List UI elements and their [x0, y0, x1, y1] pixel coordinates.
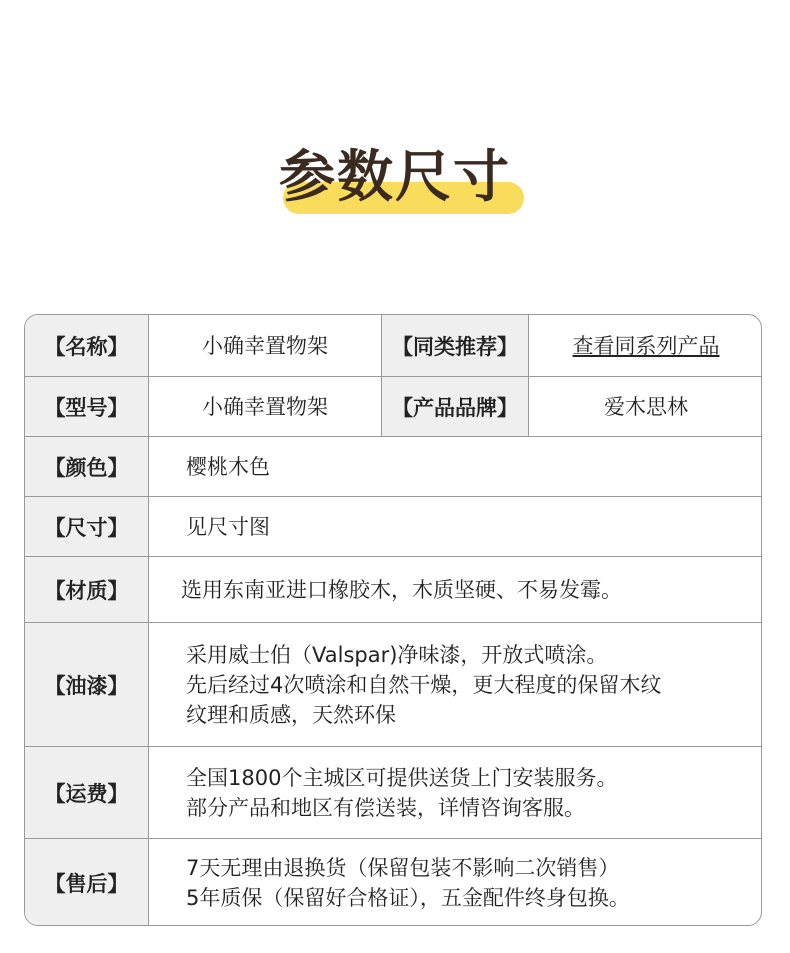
aftersale-label: 【售后】: [25, 839, 149, 926]
shipping-line-1: 全国1800个主城区可提供送货上门安装服务。: [186, 765, 618, 790]
spec-row-size: [25, 496, 762, 556]
spec-row-material: [25, 556, 762, 622]
brand-label: 【产品品牌】: [381, 377, 529, 436]
spec-table: [24, 314, 762, 926]
aftersale-line-1: 7天无理由退换货（保留包装不影响二次销售）: [186, 856, 620, 880]
material-value: 选用东南亚进口橡胶木，木质坚硬、不易发霉。: [181, 577, 622, 602]
name-label: 【名称】: [25, 315, 149, 376]
material-label: 【材质】: [25, 557, 149, 622]
spec-row-model: [25, 376, 762, 436]
aftersale-line-2: 5年质保（保留好合格证），五金配件终身包换。: [186, 886, 630, 910]
paint-value: [186, 623, 756, 746]
shipping-label: 【运费】: [25, 747, 149, 838]
recommend-label: 【同类推荐】: [381, 315, 529, 376]
color-label: 【颜色】: [25, 437, 149, 496]
model-value: 小确幸置物架: [202, 394, 328, 419]
paint-line-1: 采用威士伯（Valspar)净味漆，开放式喷涂。: [186, 642, 608, 667]
spec-row-aftersale: [25, 838, 762, 926]
recommend-cell: [529, 315, 762, 376]
paint-label: 【油漆】: [25, 623, 149, 746]
aftersale-value: [186, 839, 756, 926]
shipping-line-2: 部分产品和地区有偿送装，详情咨询客服。: [186, 795, 585, 820]
paint-line-2: 先后经过4次喷涂和自然干燥，更大程度的保留木纹: [186, 672, 662, 697]
size-label: 【尺寸】: [25, 497, 149, 556]
spec-row-paint: [25, 622, 762, 746]
spec-row-shipping: [25, 746, 762, 838]
model-label: 【型号】: [25, 377, 149, 436]
shipping-value: [186, 747, 756, 838]
paint-line-3: 纹理和质感，天然环保: [186, 702, 396, 727]
page-title: 参数尺寸: [279, 145, 511, 210]
size-value: 见尺寸图: [186, 514, 270, 539]
color-value: 樱桃木色: [186, 454, 270, 479]
spec-row-color: [25, 436, 762, 496]
spec-row-name: [25, 315, 762, 376]
name-value: 小确幸置物架: [202, 333, 328, 358]
view-series-link[interactable]: 查看同系列产品: [572, 333, 720, 358]
title-section: [0, 140, 790, 220]
brand-value: 爱木思林: [604, 394, 688, 419]
